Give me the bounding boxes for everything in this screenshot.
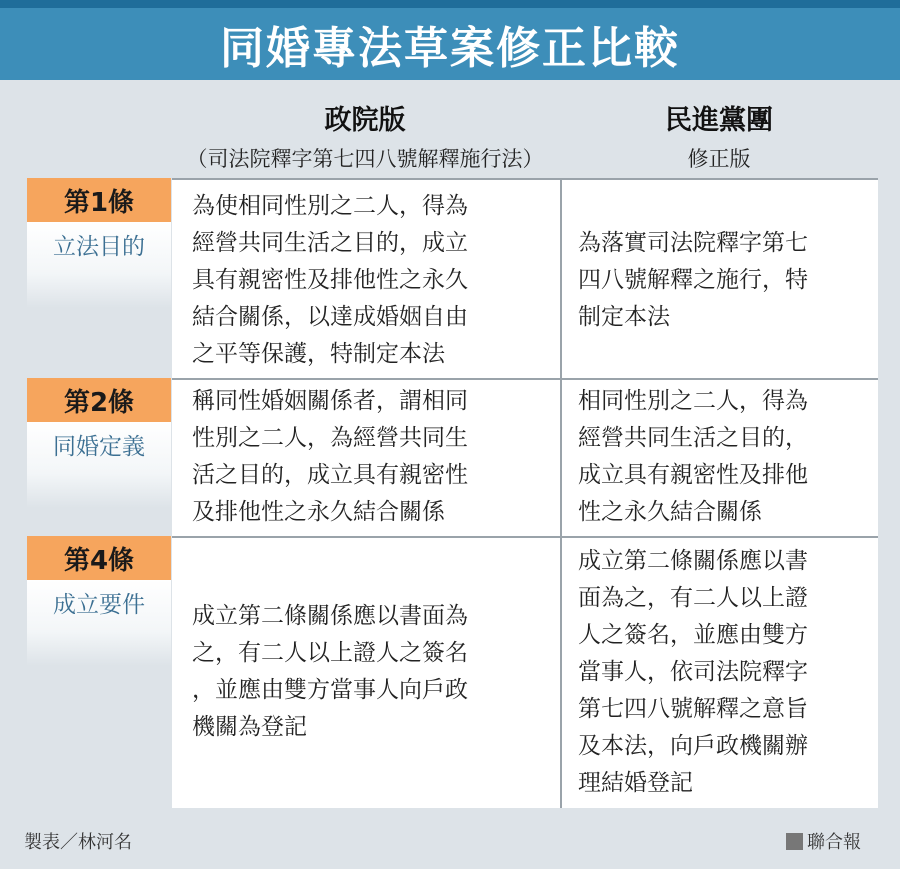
article-tag: 第4條 (27, 536, 171, 580)
column-header-right (560, 98, 878, 173)
cell-row3-left (192, 538, 554, 806)
cell-text: 成立第二條關係應以書面為 之，有二人以上證人之簽名 ，並應由雙方當事人向戶政 機關為登記 (192, 603, 468, 740)
divider (172, 178, 878, 180)
column-title-left: 政院版 (324, 105, 406, 136)
cell-row3-right (578, 538, 874, 806)
title-bar (0, 8, 900, 80)
row-label-3 (27, 536, 171, 666)
column-header-left (172, 98, 558, 173)
divider (560, 178, 562, 808)
cell-row2-left (192, 380, 554, 534)
credit-text: 製表／林河名 (24, 832, 132, 853)
cell-row1-left (192, 184, 554, 376)
article-label: 成立要件 (27, 580, 171, 666)
cell-text: 為落實司法院釋字第七 四八號解釋之施行，特 制定本法 (578, 229, 808, 330)
cell-text: 相同性別之二人，得為 經營共同生活之目的， 成立具有親密性及排他 性之永久結合關係 (578, 388, 808, 525)
source-credit (786, 828, 861, 854)
cell-row1-right (578, 184, 874, 376)
cell-text: 成立第二條關係應以書 面為之，有二人以上證 人之簽名，並應由雙方 當事人，依司法院釋字 第七四八號解釋之意旨 及本法，向戶政機關辦 理結婚登記 (578, 547, 808, 796)
column-title-right: 民進黨團 (665, 105, 773, 136)
comparison-table (172, 178, 878, 808)
cell-row2-right (578, 380, 874, 534)
page-title: 同婚專法草案修正比較 (220, 23, 680, 74)
source-text: 聯合報 (807, 832, 861, 853)
top-stripe (0, 0, 900, 8)
column-subtitle-right: 修正版 (687, 147, 751, 171)
cell-text: 為使相同性別之二人，得為 經營共同生活之目的，成立 具有親密性及排他性之永久 結合關係，以達成婚姻自由 之平等保護，特制定本法 (192, 192, 468, 367)
article-label: 立法目的 (27, 222, 171, 308)
article-label: 同婚定義 (27, 422, 171, 508)
article-tag: 第1條 (27, 178, 171, 222)
row-label-1 (27, 178, 171, 308)
column-subtitle-left: （司法院釋字第七四八號解釋施行法） (186, 147, 544, 171)
cell-text: 稱同性婚姻關係者，謂相同 性別之二人，為經營共同生 活之目的，成立具有親密性 及排他性之永久結合關係 (192, 388, 468, 525)
row-label-2 (27, 378, 171, 508)
article-tag: 第2條 (27, 378, 171, 422)
square-icon (786, 833, 803, 850)
